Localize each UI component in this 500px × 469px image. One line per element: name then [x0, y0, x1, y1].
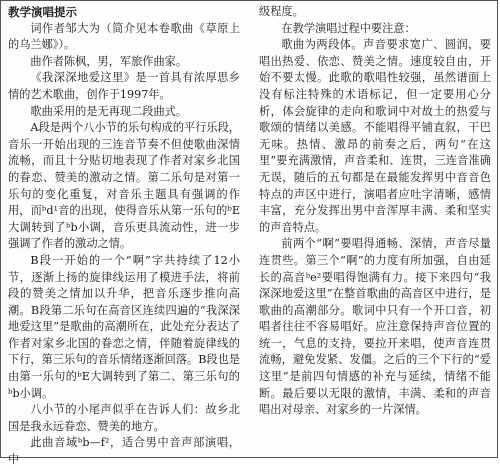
composer-paragraph: 曲作者陈枫，男，军旅作曲家。 — [30, 54, 188, 68]
section-b-paragraph: B段一开始的一个“啊”字共持续了12小节，逐渐上扬的旋律线运用了模进手法，将前段的赞美之情加以升华，把音乐逐步推向高潮。B段第二乐句在高音区连续四遍的“我深深地爱这里”是歌曲的高潮所在，此处充分表达了作者对家乡北国的眷恋之情，伴随着旋律线的下行，第三乐句的音乐情绪逐渐回落。B段也是由第一乐句的ᵇE大调转到了第二、第三乐句的ᵇb小调。 — [8, 253, 240, 400]
coda-paragraph: 八小节的小尾声似乎在告诉人们：故乡北国是我永远眷恋、赞美的地方。 — [8, 403, 240, 433]
section-heading: 教学演唱提示 — [8, 5, 77, 19]
form-paragraph: 歌曲采用的是无再现二段曲式。 — [30, 104, 188, 118]
notes-intro-paragraph: 在教学演唱过程中要注意： — [281, 21, 416, 35]
continued-text: 级程度。 — [259, 5, 304, 18]
performance-paragraph: 歌曲为两段体。声音要求宽广、圆润，要唱出热爱、依恋、赞美之情。速度较自由，开始不要太慢。此歌的歌唱性较强，虽然谱面上没有标注特殊的术语标记，但一定要用心分析，体会旋律的走向和歌词中对故土的热爱与歌颂的情绪以美感。不能唱得平铺直叙，干巴无味。热情、激昂的前奏之后，两句“在这里”要充满激情，声音柔和、连贯，三连音准确无误，随后的五句都是在最能发挥男中音音色特点的声区中进行，演唱者应吐字清晰，感情丰富，充分发挥出男中音浑厚丰满、柔和坚实的声音特点。 — [259, 38, 491, 234]
range-paragraph: 此曲音域ᵇb—f²，适合男中音声部演唱，中 — [8, 436, 240, 467]
section-a-paragraph: A段是两个八小节的乐句构成的平行乐段，音乐一开始出现的三连音节奏不但使歌曲深情流畅，而且十分贴切地表现了作者对家乡北国的眷恋、赞美的激动之情。第二乐句是对第一乐句的变化重复，对音乐主题具有强调的作用，而ᵇd¹音的出现，使得音乐从第一乐句的ᵇE大调转到了ᵇb小调，音乐更具流动性，进一步强调了作者的激动之情。 — [8, 121, 240, 251]
climax-paragraph: 前两个“啊”要唱得通畅、深情，声音尽量连贯些。第三个“啊”的力度有所加强，自由延长的高音ᵇe²要唱得饱满有力。接下来四句“我深深地爱这里”在整首歌曲的高音区中进行，是歌曲的高潮部分。歌词中只有一个开口音，初唱者往往不容易唱好。应注意保持声音位置的统一，气息的支持，要拉开来唱，使声音连贯流畅，避免发紧、发僵。之后的三个下行的“爱这里”是前四句情感的补充与延续，情绪不能断。最后要以无限的激情，丰满、柔和的声音唱出对母亲、对家乡的一片深情。 — [259, 237, 491, 417]
right-column — [259, 4, 491, 419]
song-intro-paragraph: 《我深深地爱这里》是一首具有浓厚思乡情的艺术歌曲，创作于1997年。 — [8, 71, 240, 101]
left-column — [8, 4, 240, 469]
lyricist-paragraph: 词作者邹大为（简介见本卷歌曲《草原上的乌兰娜》）。 — [8, 21, 240, 52]
